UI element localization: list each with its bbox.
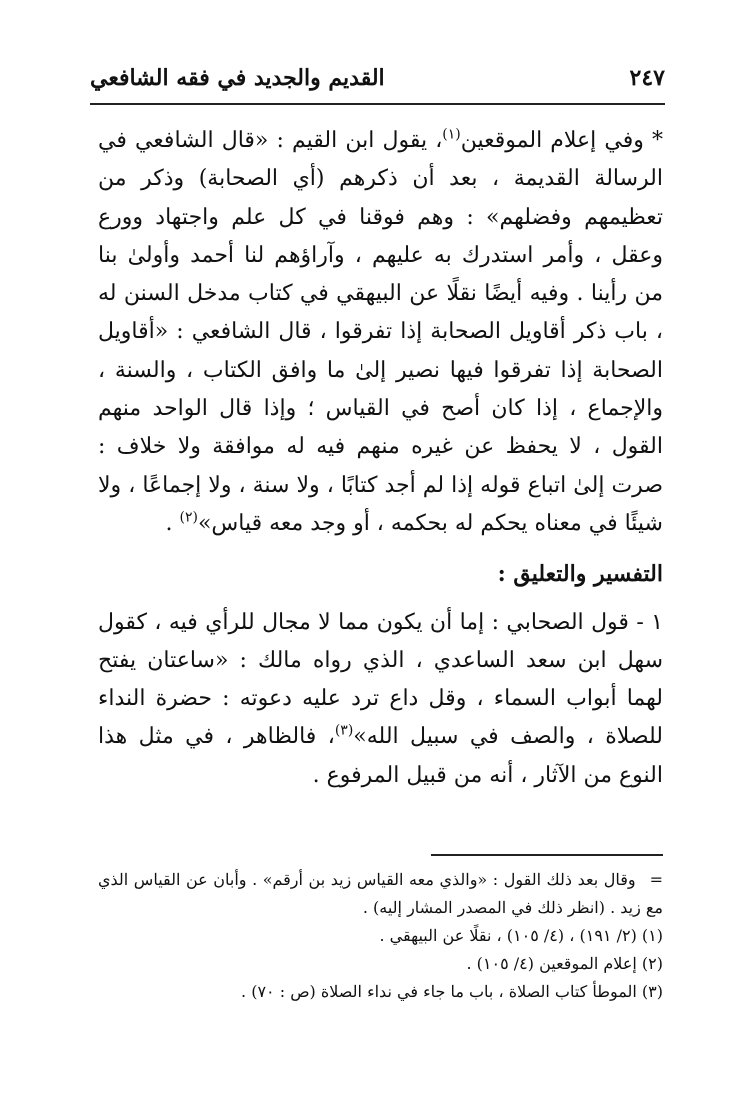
paragraph-text: ١ - قول الصحابي : إما أن يكون مما لا مجال للرأي فيه ، كقول سهل ابن سعد الساعدي ، الذي رواه مالك : «ساعتان يفتح لهما أبواب السماء ، وقل داع ترد عليه دعوته : حضرة النداء للصلاة ، والصف في سبيل الله» [98, 609, 663, 750]
paragraph-text: * وفي إعلام الموقعين [460, 128, 664, 153]
footnote-separator [431, 854, 663, 856]
header-title: القديم والجديد في فقه الشافعي [90, 65, 385, 91]
paragraph-text: ، يقول ابن القيم : «قال الشافعي في الرسالة القديمة ، بعد أن ذكرهم (أي الصحابة) وذكر من تعظيمهم وفضلهم» : وهم فوقنا في كل علم واجتهاد وورع وعقل ، وأمر استدرك به عليهم ، وآراؤهم لنا أحمد وأولىٰ بنا من رأينا . وفيه أيضًا نقلًا عن البيهقي في كتاب مدخل السنن له ، باب ذكر أقاويل الصحابة إذا تفرقوا ، قال الشافعي : «أقاويل الصحابة إذا تفرقوا فيها نصير إلىٰ ما وافق الكتاب ، والسنة ، والإجماع ، إذا كان أصح في القياس ؛ وإذا قال الواحد منهم القول ، لا يحفظ عن غيره منهم فيه له موافقة ولا خلاف : صرت إلىٰ اتباع قوله إذا لم أجد كتابًا ، ولا سنة ، ولا إجماعًا ، ولا شيئًا في معناه يحكم له بحكمه ، أو وجد معه قياس» [98, 128, 663, 536]
footnote-ref-2: (٢) [179, 509, 198, 526]
footnote-2: (٢) إعلام الموقعين (٤/ ١٠٥) . [466, 954, 663, 973]
continuation-mark: = [649, 870, 663, 889]
footnote-1: (١) (٢/ ١٩١) ، (٤/ ١٠٥) ، نقلًا عن البيهقي . [379, 926, 663, 945]
footnotes [98, 866, 663, 1006]
footnote-continuation [98, 866, 663, 922]
main-text [98, 122, 663, 795]
paragraph-commentary [98, 604, 663, 795]
paragraph-quote-shafii [98, 122, 663, 543]
running-header [90, 58, 665, 98]
footnote-ref-1: (١) [442, 126, 461, 143]
footnote-3: (٣) الموطأ كتاب الصلاة ، باب ما جاء في نداء الصلاة (ص : ٧٠) . [241, 982, 663, 1001]
footnote-ref-3: (٣) [334, 723, 354, 740]
page-number: ٢٤٧ [629, 65, 665, 91]
footnote-text: وقال بعد ذلك القول : «والذي معه القياس زيد بن أرقم» . وأبان عن القياس الذي مع زيد . (انظر ذلك في المصدر المشار إليه) . [98, 870, 663, 917]
paragraph-text: ، فالظاهر ، في مثل هذا النوع من الآثار ، أنه من قبيل المرفوع . [98, 724, 663, 788]
paragraph-text: . [165, 510, 180, 536]
header-rule [90, 103, 665, 105]
section-heading: التفسير والتعليق : [497, 561, 663, 588]
